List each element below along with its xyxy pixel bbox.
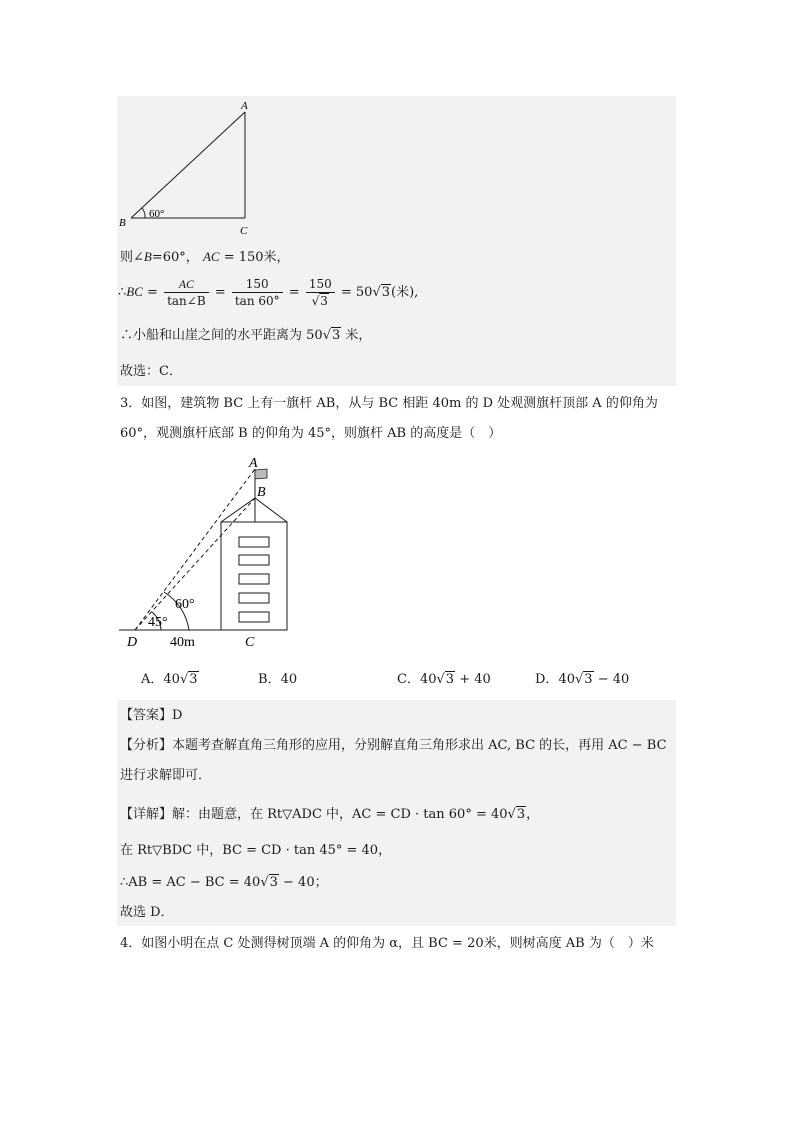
side-ab — [131, 112, 245, 218]
solution-line-1: 则∠B=60°， AC = 150米， — [120, 249, 290, 265]
fraction-3: $\frac{150}{√3}$ — [306, 276, 335, 309]
solution-line-4: 故选：C． — [120, 364, 182, 379]
building-roof — [221, 498, 287, 522]
solution-line-3: ∴小船和山崖之间的水平距离为 50√3 米， — [120, 328, 372, 343]
window-5 — [239, 612, 269, 622]
question-3-line-1: 3．如图，建筑物 BC 上有一旗杆 AB，从与 BC 相距 40m 的 D 处观测旗杆顶部 A 的仰角为 — [120, 396, 658, 411]
window-1 — [239, 537, 269, 547]
analysis-line-1: 【分析】本题考查解直角三角形的应用，分别解直角三角形求出 AC, BC 的长，再用 AC − BC — [120, 738, 667, 753]
option-b[interactable]: B．40 — [258, 672, 298, 687]
question-3-line-2: 60°，观测旗杆底部 B 的仰角为 45°，则旗杆 AB 的高度是（ ） — [120, 426, 502, 441]
label-c: C — [240, 225, 248, 237]
building-body — [221, 522, 287, 630]
solution-line-2: ∴BC = $\frac{AC}{\tan\angle B}$ = $\frac{150}{\tan 60^\circ}$ = $\frac{150}{√3}$ = 50√3(米), — [118, 277, 419, 308]
detail-line-1: 【详解】解：由题意，在 Rt▽ADC 中，AC = CD · tan 60° = 40√3， — [120, 807, 540, 822]
label-angle-60: 60° — [149, 208, 165, 220]
sight-line-da — [135, 469, 255, 630]
triangle-figure — [115, 98, 265, 238]
window-3 — [239, 574, 269, 584]
sight-line-db — [135, 498, 255, 630]
label-a: A — [249, 456, 258, 471]
label-angle-45: 45° — [148, 615, 168, 630]
question-4-line-1: 4．如图小明在点 C 处测得树顶端 A 的仰角为 α，且 BC = 20米，则树高度 AB 为（ ）米 — [120, 936, 654, 951]
option-c[interactable]: C．40√3 + 40 — [397, 672, 491, 687]
label-a: A — [241, 100, 248, 112]
detail-line-3: ∴AB = AC − BC = 40√3 − 40； — [120, 875, 328, 890]
label-distance: 40m — [170, 635, 195, 650]
label-d: D — [127, 635, 138, 650]
option-d[interactable]: D．40√3 − 40 — [535, 672, 630, 687]
label-b: B — [119, 217, 126, 229]
label-c: C — [245, 635, 255, 650]
label-angle-60: 60° — [175, 597, 195, 612]
window-4 — [239, 593, 269, 603]
building-figure — [115, 455, 300, 655]
detail-line-2: 在 Rt▽BDC 中，BC = CD · tan 45° = 40， — [120, 843, 392, 858]
label-b: B — [257, 485, 266, 500]
window-2 — [239, 555, 269, 565]
answer-line: 【答案】D — [120, 708, 183, 723]
angle-arc-b — [142, 208, 145, 218]
option-a[interactable]: A．40√3 — [141, 672, 198, 687]
analysis-line-2: 进行求解即可． — [120, 768, 212, 783]
fraction-1: $\frac{AC}{\tan\angle B}$ — [164, 276, 209, 309]
fraction-2: $\frac{150}{\tan 60^\circ}$ — [232, 276, 283, 309]
detail-line-4: 故选 D． — [120, 905, 174, 920]
